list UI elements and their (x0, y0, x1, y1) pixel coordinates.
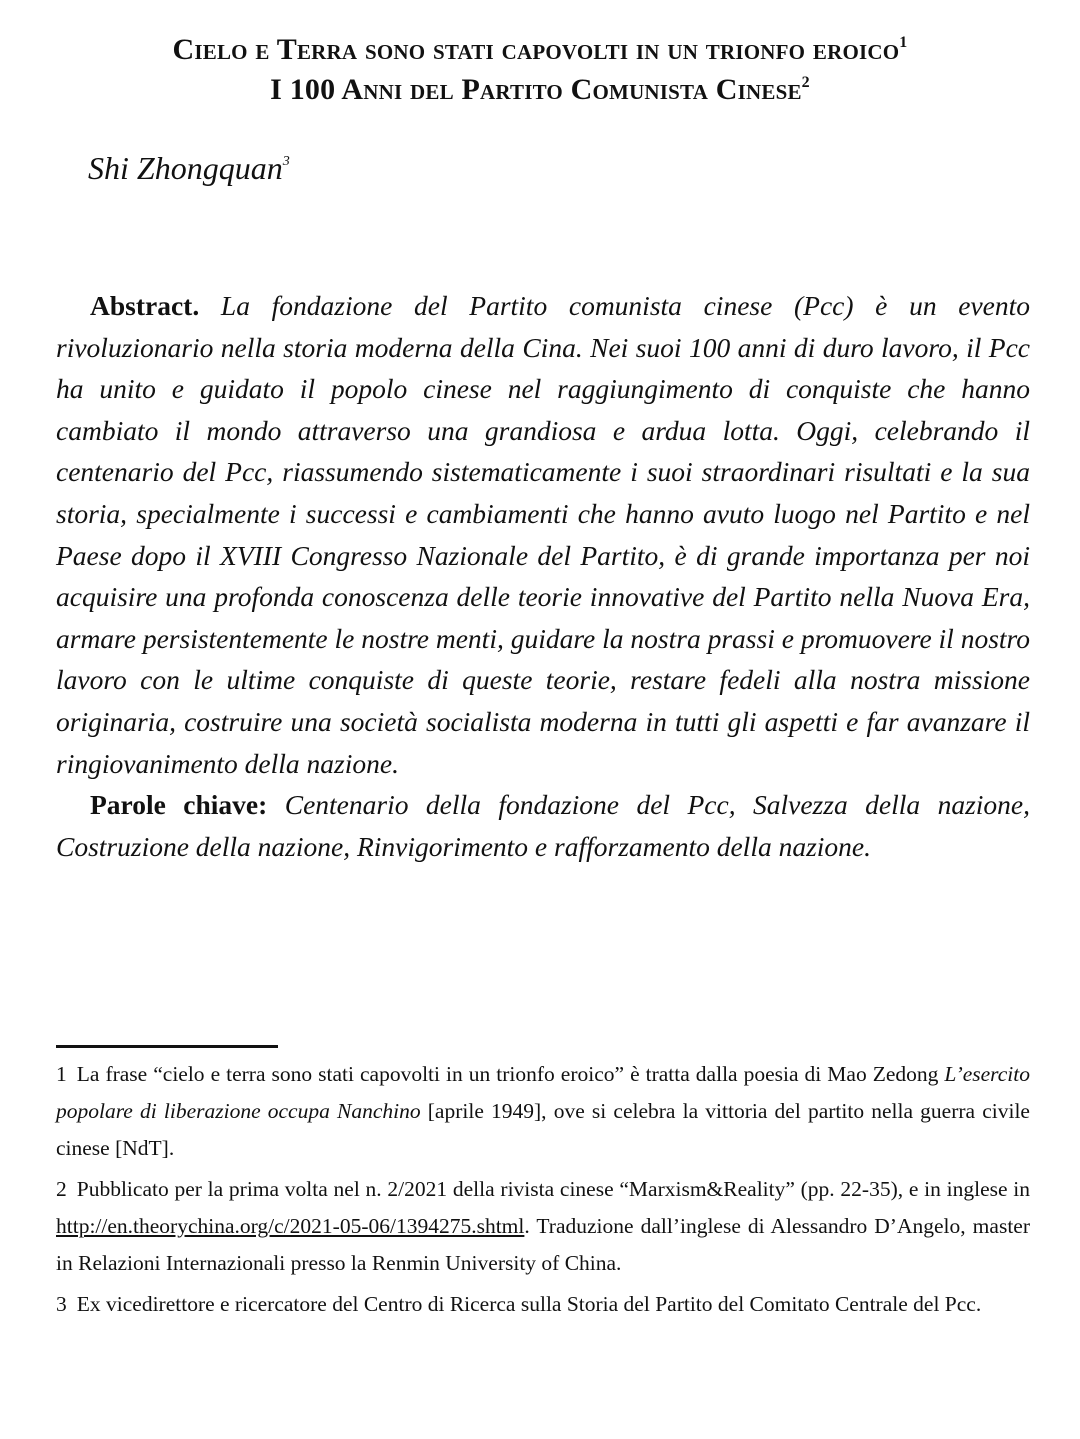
footnote-number: 1 (56, 1062, 67, 1086)
footnote-text: Ex vicedirettore e ricercatore del Centro di Ricerca sulla Storia del Partito del Comitato Centrale del Pcc. (76, 1292, 982, 1316)
keywords-label: Parole chiave: (90, 789, 268, 821)
footnote-3 (56, 1286, 1030, 1323)
footnote-1 (56, 1056, 1030, 1167)
footnote-ref-1[interactable]: 1 (899, 34, 908, 51)
subtitle-text: I 100 Anni del Partito Comunista Cinese (270, 73, 802, 106)
footnote-number: 3 (56, 1292, 67, 1316)
footnotes-section (56, 1056, 1030, 1327)
keywords-text: Centenario della fondazione del Pcc, Salvezza della nazione, Costruzione della nazione, Rinvigorimento e rafforzamento della nazione. (56, 789, 1030, 862)
author-text: Shi Zhongquan (88, 150, 283, 186)
footnote-text: Pubblicato per la prima volta nel n. 2/2021 della rivista cinese “Marxism&Reality” (pp. 22-35), e in inglese in (76, 1177, 1030, 1201)
footnote-ref-3[interactable]: 3 (282, 154, 290, 169)
footnote-separator (56, 1045, 278, 1048)
article-title-line-2 (0, 72, 1080, 108)
abstract-text: La fondazione del Partito comunista cinese (Pcc) è un evento rivoluzionario nella storia moderna della Cina. Nei suoi 100 anni di duro lavoro, il Pcc ha unito e guidato il popolo cinese nel raggiungimento di conquiste che hanno cambiato il mondo attraverso una grandiosa e ardua lotta. Oggi, celebrando il centenario del Pcc, riassumendo sistematicamente i suoi straordinari risultati e la sua storia, specialmente i successi e cambiamenti che hanno avuto luogo nel Partito e nel Paese dopo il XVIII Congresso Nazionale del Partito, è di grande importanza per noi acquisire una profonda conoscenza delle teorie innovative del Partito nella Nuova Era, armare persistentemente le nostre menti, guidare la nostra prassi e promuovere il nostro lavoro con le ultime conquiste di queste teorie, restare fedeli alla nostra missione originaria, costruire una società socialista moderna in tutti gli aspetti e far avanzare il ringiovanimento della nazione. (56, 290, 1031, 779)
footnote-number: 2 (56, 1177, 67, 1201)
article-title-line-1 (0, 32, 1080, 68)
abstract-label: Abstract. (90, 290, 200, 321)
title-text: Cielo e Terra sono stati capovolti in un trionfo eroico (172, 33, 900, 66)
footnote-2 (56, 1171, 1030, 1282)
footnote-text: La frase “cielo e terra sono stati capovolti in un trionfo eroico” è tratta dalla poesia di Mao Zedong (76, 1062, 939, 1086)
keywords-paragraph (56, 784, 1030, 867)
footnote-work-title: L’esercito popolare di liberazione occupa Nanchino (56, 1062, 1030, 1123)
footnote-ref-2[interactable]: 2 (801, 74, 810, 91)
footnote-text: . Traduzione dall’inglese di Alessandro D’Angelo, master in Relazioni Internazionali presso la Renmin University of China. (56, 1214, 1030, 1275)
abstract-paragraph (56, 285, 1030, 784)
footnote-source-link[interactable]: http://en.theorychina.org/c/2021-05-06/1394275.shtml (56, 1214, 525, 1238)
abstract-section (56, 285, 1030, 867)
footnote-text: [aprile 1949], ove si celebra la vittoria del partito nella guerra civile cinese [NdT]. (56, 1099, 1030, 1160)
author-name (88, 148, 290, 188)
